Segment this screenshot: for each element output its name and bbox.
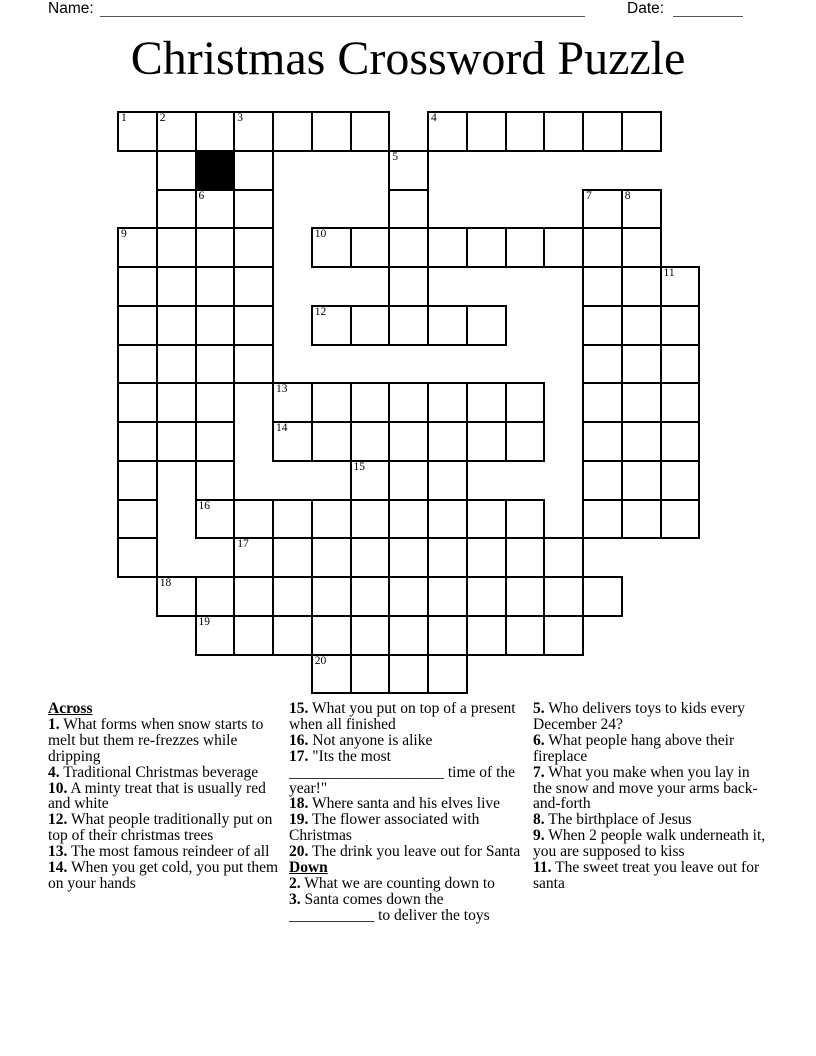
cell-number: 4 xyxy=(431,112,437,124)
grid-cell xyxy=(621,382,662,423)
grid-cell xyxy=(427,654,468,695)
grid-cell xyxy=(311,111,352,152)
grid-cell xyxy=(621,460,662,501)
grid-cell xyxy=(427,421,468,462)
grid-cell xyxy=(272,576,313,617)
grid-cell xyxy=(311,654,352,695)
across-clue-20: 20. The drink you leave out for Santa xyxy=(289,843,521,861)
grid-cell xyxy=(388,227,429,268)
grid-cell xyxy=(505,537,546,578)
grid-cell xyxy=(311,615,352,656)
grid-cell xyxy=(388,499,429,540)
grid-cell xyxy=(233,499,274,540)
grid-cell xyxy=(350,537,391,578)
grid-cell xyxy=(466,305,507,346)
across-clue-18: 18. Where santa and his elves live xyxy=(289,795,501,813)
cell-number: 15 xyxy=(353,460,365,473)
grid-cell xyxy=(388,654,429,695)
date-label: Date: xyxy=(627,0,665,17)
across-clue-14: 14. When you get cold, you put them on your hands xyxy=(48,859,279,892)
grid-cell xyxy=(582,189,623,230)
cell-number: 19 xyxy=(198,615,210,628)
grid-cell xyxy=(117,460,158,501)
grid-cell xyxy=(660,382,701,423)
across-clue-12: 12. What people traditionally put on top of their christmas trees xyxy=(48,811,273,845)
grid-cell xyxy=(582,111,623,152)
grid-cell xyxy=(660,305,701,346)
grid-cell xyxy=(505,382,546,423)
grid-cell xyxy=(388,382,429,423)
grid-cell xyxy=(427,227,468,268)
grid-cell xyxy=(543,227,584,268)
grid-cell xyxy=(582,460,623,501)
grid-cell xyxy=(505,111,546,152)
cell-number: 17 xyxy=(237,538,249,551)
grid-cell xyxy=(311,421,352,462)
grid-cell xyxy=(311,227,352,268)
grid-cell xyxy=(195,382,236,423)
across-clue-16: 16. Not anyone is alike xyxy=(289,731,433,749)
grid-cell xyxy=(117,305,158,346)
grid-cell xyxy=(195,344,236,385)
crossword-grid xyxy=(117,111,701,695)
cell-number: 5 xyxy=(392,150,398,163)
grid-cell xyxy=(311,499,352,540)
grid-cell xyxy=(350,382,391,423)
grid-cell xyxy=(350,576,391,617)
across-clues-list xyxy=(48,717,284,892)
down-clue-3: 3. Santa comes down the ___________ to deliver the toys xyxy=(289,890,490,924)
grid-cell xyxy=(350,654,391,695)
grid-cell xyxy=(505,227,546,268)
page-title: Christmas Crossword Puzzle xyxy=(130,32,686,85)
down-clue-6: 6. What people hang above their fireplace xyxy=(533,731,735,765)
grid-cell xyxy=(505,615,546,656)
grid-cell xyxy=(621,499,662,540)
grid-cell xyxy=(543,615,584,656)
grid-cell xyxy=(660,266,701,307)
grid-cell xyxy=(660,344,701,385)
cell-number: 8 xyxy=(624,189,631,202)
grid-cell xyxy=(156,111,197,152)
grid-cell xyxy=(156,305,197,346)
grid-cell xyxy=(195,266,236,307)
grid-cell xyxy=(272,382,313,423)
grid-cell xyxy=(621,111,662,152)
grid-cell xyxy=(388,266,429,307)
grid-cell xyxy=(233,305,274,346)
cell-number: 2 xyxy=(159,112,166,124)
across-clue-13: 13. The most famous reindeer of all xyxy=(48,843,270,861)
grid-cell xyxy=(350,421,391,462)
grid-cell xyxy=(350,227,391,268)
grid-cell xyxy=(156,382,197,423)
grid-cell xyxy=(117,421,158,462)
cell-number: 18 xyxy=(159,577,172,589)
cell-number: 14 xyxy=(276,422,288,434)
grid-cell xyxy=(582,382,623,423)
down-clue-7: 7. What you make when you lay in the snow and move your arms back-and-forth xyxy=(533,763,758,813)
grid-cell xyxy=(543,537,584,578)
grid-cell xyxy=(427,576,468,617)
grid-cell xyxy=(272,111,313,152)
across-clues-list-continued xyxy=(289,701,525,860)
cell-number: 7 xyxy=(586,189,592,202)
grid-cell xyxy=(582,499,623,540)
grid-cell xyxy=(156,227,197,268)
grid-cell xyxy=(466,576,507,617)
date-blank-line xyxy=(673,2,743,17)
grid-cell xyxy=(427,615,468,656)
cell-number: 9 xyxy=(121,228,127,241)
grid-cell xyxy=(388,421,429,462)
grid-cell xyxy=(156,266,197,307)
grid-cell xyxy=(466,227,507,268)
name-blank-line xyxy=(100,2,585,17)
grid-cell xyxy=(233,111,274,152)
grid-cell xyxy=(117,382,158,423)
grid-cell xyxy=(621,266,662,307)
grid-cell xyxy=(621,421,662,462)
grid-cell xyxy=(156,150,197,191)
grid-cell xyxy=(311,382,352,423)
grid-cell xyxy=(621,344,662,385)
grid-cell xyxy=(156,576,197,617)
grid-cell xyxy=(311,576,352,617)
across-clue-4: 4. Traditional Christmas beverage xyxy=(48,763,259,781)
clues-column-3 xyxy=(533,701,769,892)
grid-cell xyxy=(117,227,158,268)
grid-cell xyxy=(195,421,236,462)
grid-cell xyxy=(233,227,274,268)
grid-cell xyxy=(543,111,584,152)
grid-cell xyxy=(388,305,429,346)
grid-cell xyxy=(582,227,623,268)
grid-cell xyxy=(621,305,662,346)
clues-column-1 xyxy=(48,701,284,892)
grid-cell xyxy=(117,266,158,307)
across-heading: Across xyxy=(48,700,93,717)
down-clue-2: 2. What we are counting down to xyxy=(289,874,495,892)
grid-cell xyxy=(195,111,236,152)
cell-number: 12 xyxy=(314,305,327,318)
grid-cell xyxy=(582,576,623,617)
cell-number: 10 xyxy=(314,228,327,241)
grid-cell xyxy=(466,537,507,578)
grid-cell xyxy=(117,344,158,385)
cell-number: 11 xyxy=(663,267,675,279)
grid-cell xyxy=(350,499,391,540)
grid-cell xyxy=(195,615,236,656)
grid-cell xyxy=(505,576,546,617)
grid-cell xyxy=(350,615,391,656)
grid-cell xyxy=(350,460,391,501)
across-clue-19: 19. The flower associated with Christmas xyxy=(289,811,480,845)
grid-cell xyxy=(156,421,197,462)
grid-cell xyxy=(660,421,701,462)
grid-cell xyxy=(195,499,236,540)
grid-cell xyxy=(582,421,623,462)
grid-cell xyxy=(388,576,429,617)
grid-cell xyxy=(427,382,468,423)
down-clue-11: 11. The sweet treat you leave out for santa xyxy=(533,859,760,892)
grid-cell xyxy=(621,227,662,268)
grid-cell xyxy=(350,111,391,152)
grid-cell xyxy=(272,537,313,578)
down-clues-list-continued xyxy=(533,701,769,892)
grid-cell xyxy=(660,460,701,501)
grid-cell xyxy=(233,266,274,307)
black-cell xyxy=(195,150,236,191)
grid-cell xyxy=(195,189,236,230)
cell-number: 1 xyxy=(121,112,127,124)
grid-cell xyxy=(311,305,352,346)
grid-cell xyxy=(582,344,623,385)
grid-cell xyxy=(195,576,236,617)
grid-cell xyxy=(195,305,236,346)
grid-cell xyxy=(117,111,158,152)
cell-number: 13 xyxy=(276,383,288,396)
grid-cell xyxy=(543,576,584,617)
down-clue-9: 9. When 2 people walk underneath it, you are supposed to kiss xyxy=(533,827,766,861)
grid-cell xyxy=(427,499,468,540)
across-clue-10: 10. A minty treat that is usually red and white xyxy=(48,779,266,813)
grid-cell xyxy=(388,615,429,656)
grid-cell xyxy=(195,227,236,268)
grid-cell xyxy=(233,344,274,385)
grid-cell xyxy=(156,344,197,385)
cell-number: 3 xyxy=(237,112,243,124)
across-clue-15: 15. What you put on top of a present when all finished xyxy=(289,700,516,733)
grid-cell xyxy=(505,499,546,540)
grid-cell xyxy=(388,189,429,230)
down-clue-5: 5. Who delivers toys to kids every December 24? xyxy=(533,700,745,733)
down-clues-list xyxy=(289,876,525,924)
grid-cell xyxy=(466,421,507,462)
grid-cell xyxy=(427,537,468,578)
grid-cell xyxy=(427,305,468,346)
down-clue-8: 8. The birthplace of Jesus xyxy=(533,811,692,829)
grid-cell xyxy=(272,421,313,462)
name-label: Name: xyxy=(48,0,94,17)
grid-cell xyxy=(388,537,429,578)
grid-cell xyxy=(505,421,546,462)
grid-cell xyxy=(466,615,507,656)
cell-number: 6 xyxy=(198,189,205,202)
grid-cell xyxy=(117,537,158,578)
grid-cell xyxy=(466,499,507,540)
grid-cell xyxy=(117,499,158,540)
cell-number: 20 xyxy=(314,654,327,667)
grid-cell xyxy=(272,615,313,656)
down-heading: Down xyxy=(289,859,328,877)
grid-cell xyxy=(466,111,507,152)
grid-cell xyxy=(311,537,352,578)
grid-cell xyxy=(582,266,623,307)
grid-cell xyxy=(233,189,274,230)
cell-number: 16 xyxy=(198,499,210,512)
grid-cell xyxy=(233,615,274,656)
grid-cell xyxy=(388,150,429,191)
grid-cell xyxy=(233,150,274,191)
grid-cell xyxy=(272,499,313,540)
grid-cell xyxy=(156,189,197,230)
grid-cell xyxy=(195,460,236,501)
grid-cell xyxy=(427,460,468,501)
grid-cell xyxy=(233,576,274,617)
clues-column-2 xyxy=(289,701,525,924)
grid-cell xyxy=(582,305,623,346)
grid-cell xyxy=(350,305,391,346)
grid-cell xyxy=(621,189,662,230)
grid-cell xyxy=(660,499,701,540)
grid-cell xyxy=(233,537,274,578)
grid-cell xyxy=(466,382,507,423)
grid-cell xyxy=(388,460,429,501)
grid-cell xyxy=(427,111,468,152)
across-clue-1: 1. What forms when snow starts to melt but them re-frezzes while dripping xyxy=(48,715,264,765)
across-clue-17: 17. "Its the most ____________________ time of the year!" xyxy=(289,747,516,797)
